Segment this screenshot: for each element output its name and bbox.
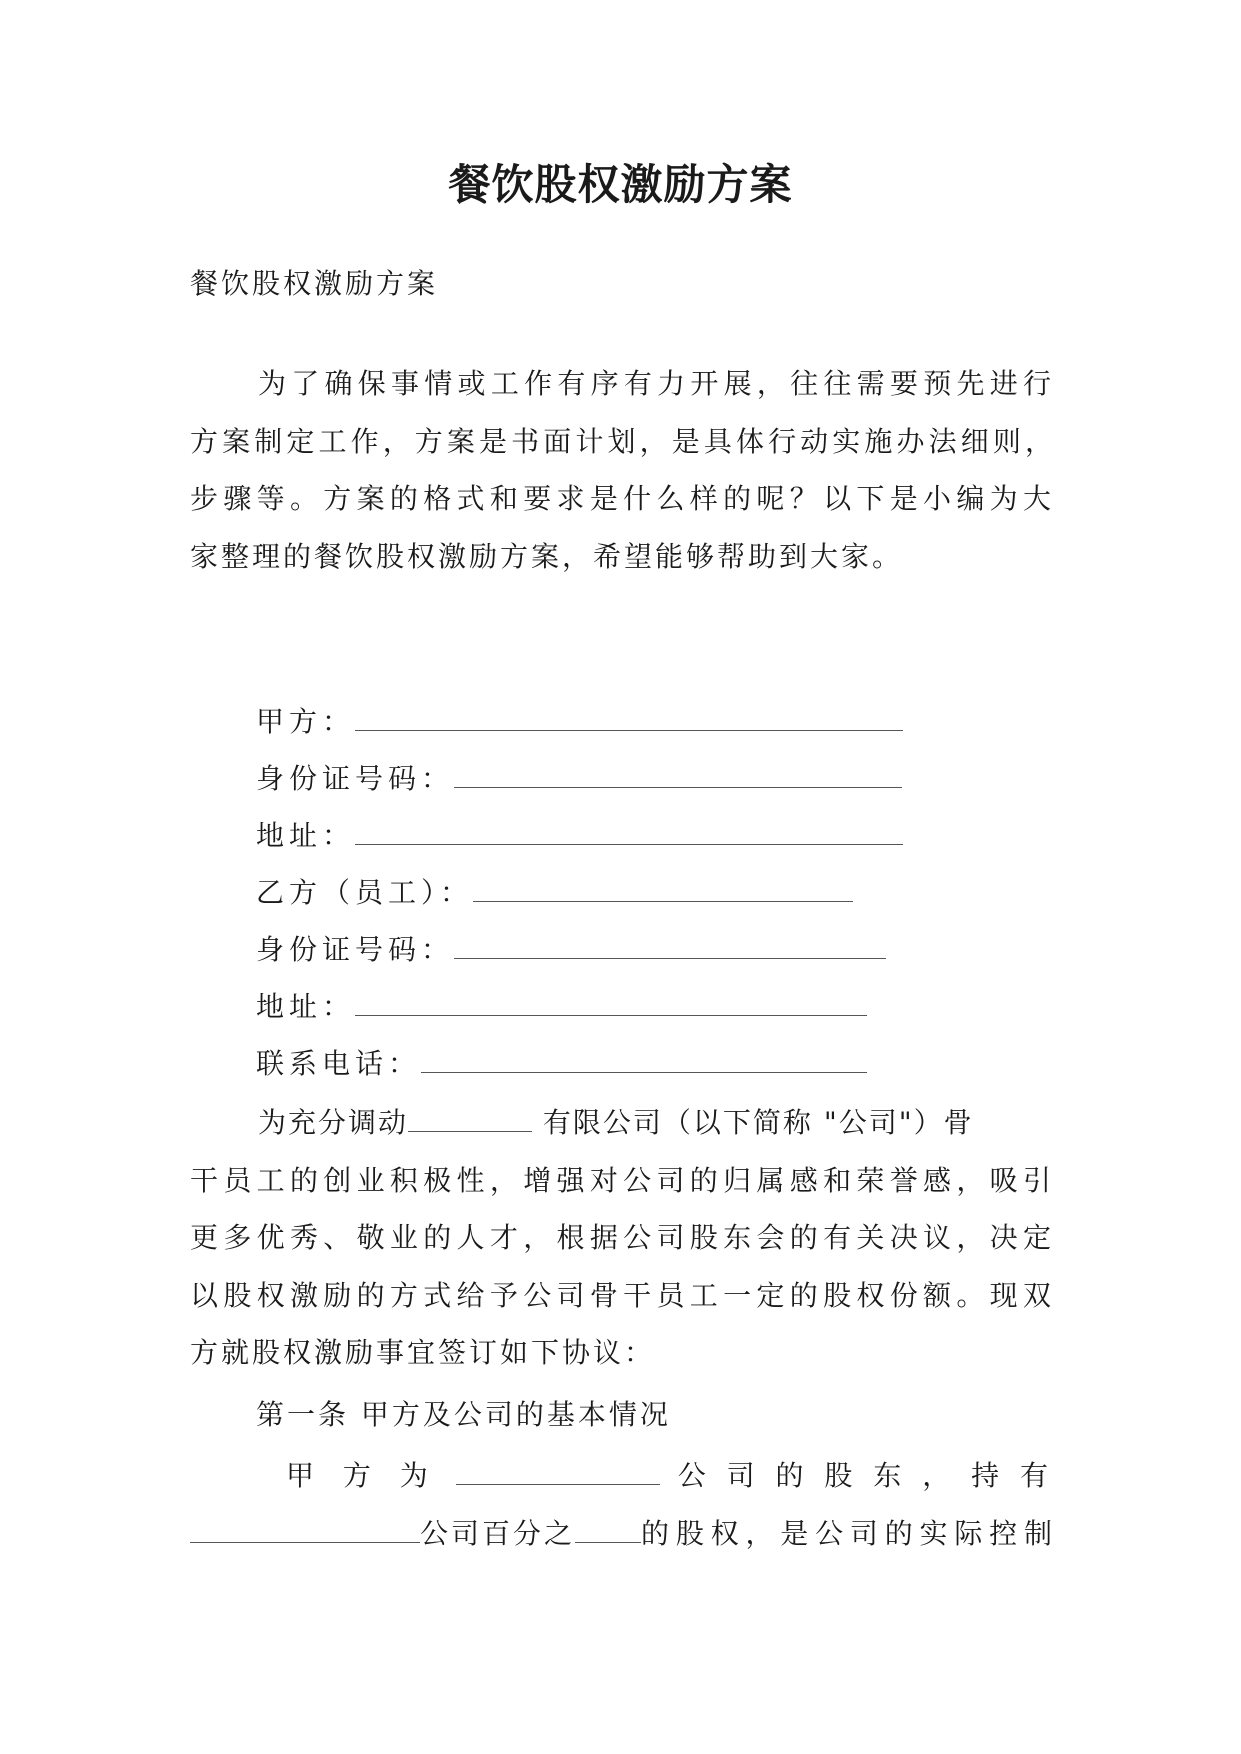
blank-percent xyxy=(575,1516,641,1543)
field-phone xyxy=(256,1044,867,1084)
document-subtitle: 餐饮股权激励方案 xyxy=(190,267,439,300)
intro-line: 为了确保事情或工作有序有力开展，往往需要预先进行 xyxy=(258,367,1054,400)
purpose-line: 方就股权激励事宜签订如下协议： xyxy=(190,1336,656,1369)
intro-line: 家整理的餐饮股权激励方案，希望能够帮助到大家。 xyxy=(190,539,904,573)
article-1-line xyxy=(190,1505,1054,1563)
field-label: 乙方（员工）： xyxy=(256,876,474,909)
purpose-line xyxy=(190,1094,1054,1152)
field-party-b-address xyxy=(256,987,867,1027)
blank-line xyxy=(454,932,886,959)
blank-line xyxy=(355,704,903,731)
intro-paragraph xyxy=(190,355,1054,585)
field-label: 身份证号码： xyxy=(256,762,455,795)
document-title: 餐饮股权激励方案 xyxy=(448,160,793,209)
blank-company xyxy=(190,1516,420,1543)
blank-company xyxy=(408,1105,532,1132)
field-label: 联系电话： xyxy=(256,1047,422,1080)
article-1-percent: 公司百分之 xyxy=(420,1516,576,1550)
field-party-a-id xyxy=(256,759,902,799)
blank-line xyxy=(355,989,867,1016)
article-1-control: 的股权，是公司的实际控制 xyxy=(641,1516,1054,1550)
field-party-b-id xyxy=(256,930,886,970)
purpose-line: 以股权激励的方式给予公司骨干员工一定的股权份额。现双 xyxy=(190,1278,1054,1312)
article-1-shareholder: 公 司 的 股 东 ， 持 有 xyxy=(677,1459,1054,1492)
field-party-a xyxy=(256,702,903,742)
intro-line: 步骤等。方案的格式和要求是什么样的呢？以下是小编为大 xyxy=(190,482,1054,515)
field-party-b xyxy=(256,873,853,913)
article-1-heading: 第一条 甲方及公司的基本情况 xyxy=(256,1398,671,1431)
article-1-party-a: 甲 方 为 xyxy=(286,1459,438,1492)
purpose-paragraph xyxy=(190,1094,1054,1382)
field-label: 甲方： xyxy=(256,705,356,738)
blank-line xyxy=(454,761,902,788)
blank-company xyxy=(456,1458,660,1485)
blank-line xyxy=(355,818,903,845)
field-party-a-address xyxy=(256,816,903,856)
blank-line xyxy=(473,875,853,902)
blank-line xyxy=(421,1046,867,1073)
purpose-line: 更多优秀、敬业的人才，根据公司股东会的有关决议，决定 xyxy=(190,1221,1054,1254)
intro-line: 方案制定工作，方案是书面计划，是具体行动实施办法细则， xyxy=(190,424,1054,458)
purpose-line: 干员工的创业积极性，增强对公司的归属感和荣誉感，吸引 xyxy=(190,1163,1054,1197)
article-1-line xyxy=(190,1447,1054,1505)
purpose-suffix: 有限公司（以下简称 "公司"）骨 xyxy=(532,1106,974,1139)
article-1-text xyxy=(190,1447,1054,1562)
purpose-prefix: 为充分调动 xyxy=(258,1106,409,1139)
field-label: 身份证号码： xyxy=(256,933,455,966)
field-label: 地址： xyxy=(256,990,356,1023)
field-label: 地址： xyxy=(256,819,356,852)
